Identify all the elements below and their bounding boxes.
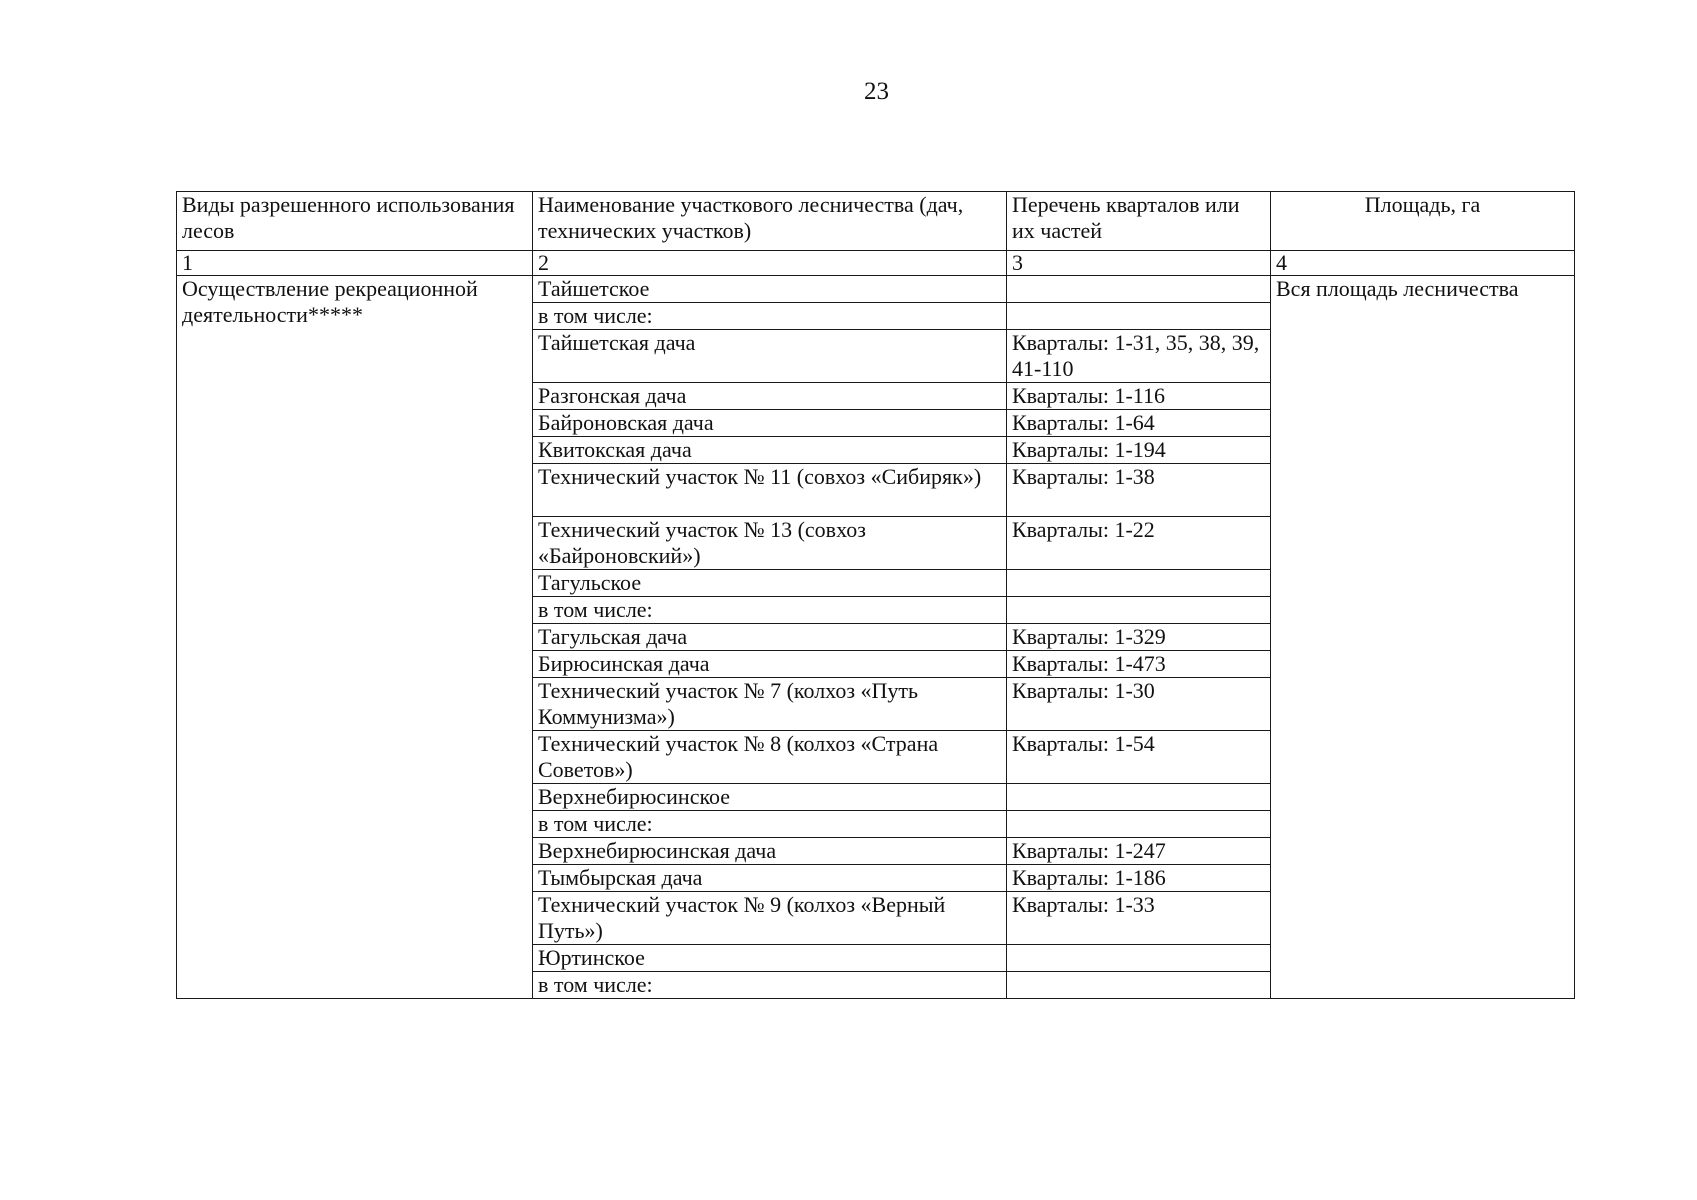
column-number: 3 [1007,251,1271,276]
table-row [177,276,1575,303]
forestry-name-cell: Тымбырская дача [533,865,1007,892]
forest-use-table [176,191,1575,999]
forestry-name-cell: в том числе: [533,811,1007,838]
forestry-name-cell: Верхнебирюсинская дача [533,838,1007,865]
use-type-cell: Осуществление рекреационной деятельности***** [177,276,533,999]
quarters-cell: Кварталы: 1-31, 35, 38, 39, 41-110 [1007,330,1271,383]
quarters-cell: Кварталы: 1-38 [1007,464,1271,517]
quarters-cell: Кварталы: 1-22 [1007,517,1271,570]
page-number: 23 [864,78,889,105]
header-area: Площадь, га [1271,192,1575,251]
quarters-cell [1007,570,1271,597]
forestry-name-cell: Технический участок № 13 (совхоз «Байроновский») [533,517,1007,570]
column-number: 1 [177,251,533,276]
forestry-name-cell: Разгонская дача [533,383,1007,410]
quarters-cell: Кварталы: 1-247 [1007,838,1271,865]
quarters-cell: Кварталы: 1-33 [1007,892,1271,945]
quarters-cell: Кварталы: 1-54 [1007,731,1271,784]
column-number: 2 [533,251,1007,276]
forestry-name-cell: Технический участок № 8 (колхоз «Страна Советов») [533,731,1007,784]
quarters-cell [1007,945,1271,972]
quarters-cell: Кварталы: 1-64 [1007,410,1271,437]
quarters-cell: Кварталы: 1-473 [1007,651,1271,678]
quarters-cell: Кварталы: 1-186 [1007,865,1271,892]
forestry-name-cell: в том числе: [533,972,1007,999]
quarters-cell [1007,811,1271,838]
forestry-name-cell: Тайшетская дача [533,330,1007,383]
quarters-cell [1007,276,1271,303]
forestry-name-cell: Технический участок № 11 (совхоз «Сибиряк») [533,464,1007,517]
forestry-name-cell: Верхнебирюсинское [533,784,1007,811]
forestry-name-cell: Юртинское [533,945,1007,972]
forestry-name-cell: в том числе: [533,597,1007,624]
quarters-cell: Кварталы: 1-194 [1007,437,1271,464]
header-row [177,192,1575,251]
header-forestry-name: Наименование участкового лесничества (дач, технических участков) [533,192,1007,251]
quarters-cell [1007,303,1271,330]
quarters-cell: Кварталы: 1-116 [1007,383,1271,410]
header-use-type: Виды разрешенного использования лесов [177,192,533,251]
quarters-cell: Кварталы: 1-30 [1007,678,1271,731]
quarters-cell [1007,597,1271,624]
quarters-cell [1007,972,1271,999]
forestry-name-cell: Тайшетское [533,276,1007,303]
forestry-name-cell: Байроновская дача [533,410,1007,437]
forestry-name-cell: Технический участок № 9 (колхоз «Верный Путь») [533,892,1007,945]
forestry-name-cell: Технический участок № 7 (колхоз «Путь Коммунизма») [533,678,1007,731]
quarters-cell [1007,784,1271,811]
forestry-name-cell: Тагульская дача [533,624,1007,651]
area-cell: Вся площадь лесничества [1271,276,1575,999]
column-number-row [177,251,1575,276]
forestry-name-cell: Бирюсинская дача [533,651,1007,678]
quarters-cell: Кварталы: 1-329 [1007,624,1271,651]
column-number: 4 [1271,251,1575,276]
forestry-name-cell: в том числе: [533,303,1007,330]
forestry-name-cell: Квитокская дача [533,437,1007,464]
forestry-name-cell: Тагульское [533,570,1007,597]
header-quarters: Перечень кварталов или их частей [1007,192,1271,251]
